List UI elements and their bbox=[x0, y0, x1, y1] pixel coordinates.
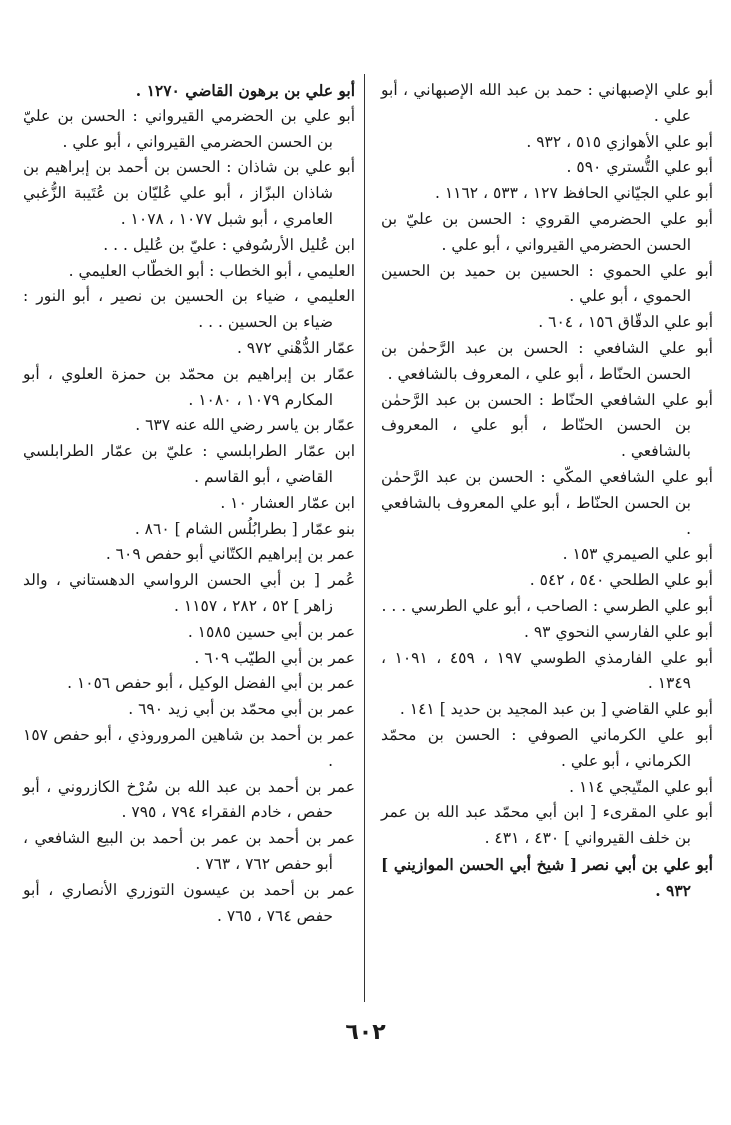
index-entry: أبو علي الجيّاني الحافظ ١٢٧ ، ٥٣٣ ، ١١٦٢ . bbox=[434, 184, 713, 203]
index-entry: أبو علي المقرىء [ ابن أبي محمّد عبد الله بن عمر بن خلف القيرواني ] ٤٣٠ ، ٤٣١ . bbox=[381, 803, 713, 848]
index-column-right bbox=[381, 78, 713, 904]
index-entry: أبو علي الدقّاق ١٥٦ ، ٦٠٤ . bbox=[538, 313, 713, 332]
index-entry: عمّار بن إبراهيم بن محمّد بن حمزة العلوي ، أبو المكارم ١٠٧٩ ، ١٠٨٠ . bbox=[23, 364, 355, 409]
index-entry: أبو علي الطلحي ٥٤٠ ، ٥٤٢ . bbox=[529, 571, 713, 590]
index-entry: ابن عمّار الطرابلسي : عليّ بن عمّار الطرابلسي القاضي ، أبو القاسم . bbox=[23, 442, 355, 486]
index-column-left bbox=[23, 78, 355, 929]
index-entry: ابن عُليل الأرسُوفي : عليّ بن عُليل . . . bbox=[103, 235, 355, 254]
index-entry: عمر بن أحمد بن عبد الله بن سُرْخ الكازروني ، أبو حفص ، خادم الفقراء ٧٩٤ ، ٧٩٥ . bbox=[23, 777, 355, 822]
index-entry: أبو علي بن الحضرمي القيرواني : الحسن بن عليّ بن الحسن الحضرمي القيرواني ، أبو علي . bbox=[23, 106, 355, 151]
column-divider bbox=[364, 74, 365, 1002]
index-entry: أبو علي بن أبي نصر [ شيخ أبي الحسن الموازيني ] ٩٣٢ . bbox=[381, 854, 713, 900]
index-entry: عمّار الدُّهْني ٩٧٢ . bbox=[236, 338, 355, 357]
index-entry: أبو علي الحضرمي القروي : الحسن بن عليّ بن الحسن الحضرمي القيرواني ، أبو علي . bbox=[381, 209, 713, 254]
page-number: ٦٠٢ bbox=[345, 1020, 386, 1045]
index-entry: أبو علي المتّيجي ١١٤ . bbox=[569, 777, 713, 796]
index-entry: عمر بن أحمد بن عيسون التوزري الأنصاري ، أبو حفص ٧٦٤ ، ٧٦٥ . bbox=[23, 880, 355, 925]
index-entry: أبو علي الكرماني الصوفي : الحسن بن محمّد الكرماني ، أبو علي . bbox=[381, 725, 713, 770]
index-entry: العليمي ، ضياء بن الحسين بن نصير ، أبو النور : ضياء بن الحسين . . . bbox=[23, 287, 355, 332]
index-entry: عمر بن إبراهيم الكتّاني أبو حفص ٦٠٩ . bbox=[105, 545, 355, 564]
index-entry: أبو علي الفارسي النحوي ٩٣ . bbox=[524, 622, 713, 641]
index-entry: أبو علي بن شاذان : الحسن بن أحمد بن إبراهيم بن شاذان البزّاز ، أبو علي عُليّان بن عُتَيبة الزُّغبي العامري ، أبو شبل ١٠٧٧ ، ١٠٧٨ . bbox=[23, 158, 355, 228]
index-entry: عمر بن أحمد بن شاهين المروروذي ، أبو حفص ١٥٧ . bbox=[23, 725, 355, 770]
index-entry: أبو علي الشافعي المكّي : الحسن بن عبد الرَّحمٰن بن الحسن الحنّاط ، أبو علي المعروف بالشافعي . bbox=[381, 467, 713, 538]
index-entry: عمر بن أبي الطيّب ٦٠٩ . bbox=[194, 648, 355, 667]
index-entry: عمّار بن ياسر رضي الله عنه ٦٣٧ . bbox=[135, 416, 355, 435]
index-entry: أبو علي الشافعي الحنّاط : الحسن بن عبد الرَّحمٰن بن الحسن الحنّاط ، أبو علي ، المعروف بالشافعي . bbox=[381, 390, 713, 461]
index-entry: أبو علي الطرسي : الصاحب ، أبو علي الطرسي . . . bbox=[381, 596, 713, 615]
index-entry: بنو عمّار [ بطرابُلُس الشام ] ٨٦٠ . bbox=[134, 519, 355, 538]
index-entry: أبو علي الحموي : الحسين بن حميد بن الحسين الحموي ، أبو علي . bbox=[381, 261, 713, 306]
index-entry: أبو علي الأهوازي ٥١٥ ، ٩٣٢ . bbox=[526, 132, 713, 151]
index-entry: عمر بن أبي محمّد بن أبي زيد ٦٩٠ . bbox=[128, 700, 355, 719]
index-entry: أبو علي الصيمري ١٥٣ . bbox=[562, 545, 713, 564]
index-entry: عمر بن أبي الفضل الوكيل ، أبو حفص ١٠٥٦ . bbox=[67, 674, 355, 693]
index-entry: أبو علي الإصبهاني : حمد بن عبد الله الإصبهاني ، أبو علي . bbox=[381, 81, 713, 125]
index-entry: أبو علي القاضي [ بن عبد المجيد بن حديد ] ١٤١ . bbox=[399, 700, 713, 719]
index-entry: أبو علي التُّستري ٥٩٠ . bbox=[566, 158, 713, 177]
index-entry: عمر بن أبي حسين ١٥٨٥ . bbox=[187, 622, 355, 641]
index-entry: عمر بن أحمد بن عمر بن أحمد بن البيع الشافعي ، أبو حفص ٧٦٢ ، ٧٦٣ . bbox=[23, 829, 355, 873]
index-entry: العليمي ، أبو الخطاب : أبو الخطّاب العليمي . bbox=[68, 261, 355, 280]
index-entry: أبو علي الشافعي : الحسن بن عبد الرَّحمٰن بن الحسن الحنّاط ، أبو علي ، المعروف بالشافعي . bbox=[381, 338, 713, 383]
index-entry: عُمر [ بن أبي الحسن الرواسي الدهستاني ، والد زاهر ] ٥٢ ، ٢٨٢ ، ١١٥٧ . bbox=[23, 571, 355, 615]
index-entry: أبو علي الفارمذي الطوسي ١٩٧ ، ٤٥٩ ، ١٠٩١ ، ١٣٤٩ . bbox=[381, 648, 713, 693]
index-entry: أبو علي بن برهون القاضي ١٢٧٠ . bbox=[135, 81, 355, 100]
index-entry: ابن عمّار العشار ١٠ . bbox=[220, 493, 355, 512]
